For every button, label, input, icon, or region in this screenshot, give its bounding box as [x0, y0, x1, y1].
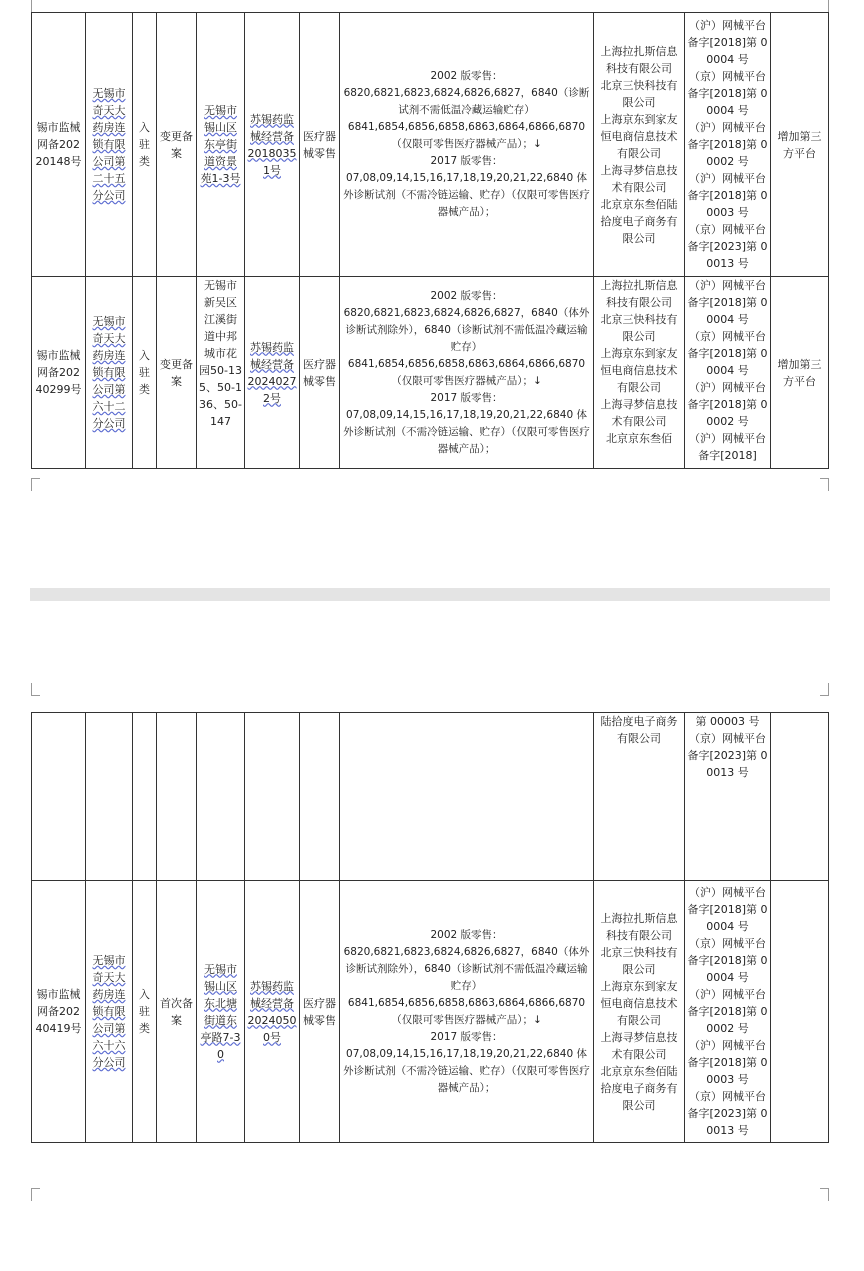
record-no-cell: 锡市监械网备20220148号: [32, 13, 86, 277]
record-no-cell: [32, 713, 86, 881]
company-cell: [86, 713, 133, 881]
record-no-cell: 锡市监械网备20240419号: [32, 881, 86, 1143]
page-corner-mark: [31, 1188, 40, 1201]
note-cell: 增加第三方平台: [771, 13, 829, 277]
platform-nos-cell: （沪）网械平台备字[2018]第 00004 号 （京）网械平台备字[2018]第 00004 号 （沪）网械平台备字[2018]第 00002 号 （沪）网械平台备字[2018]: [685, 277, 771, 469]
document-page-2: [0, 601, 864, 1271]
table-row: [32, 13, 829, 277]
platforms-cell: 上海拉扎斯信息科技有限公司 北京三快科技有限公司 上海京东到家友恒电商信息技术有限公司 上海寻梦信息技术有限公司 北京京东叁佰陆拾度电子商务有限公司: [594, 881, 685, 1143]
document-page-1: [0, 0, 864, 588]
mode-cell: 医疗器械零售: [300, 13, 340, 277]
address-cell: 无锡市锡山区东北塘街道东亭路7-30: [197, 881, 245, 1143]
type-cell: 入驻类: [133, 881, 157, 1143]
scope-cell: [340, 713, 594, 881]
table-row: [32, 713, 829, 881]
note-cell: 增加第三方平台: [771, 277, 829, 469]
page-corner-mark: [820, 683, 829, 696]
type-cell: 入驻类: [133, 13, 157, 277]
platform-nos-cell: （沪）网械平台备字[2018]第 00004 号 （京）网械平台备字[2018]第 00004 号 （沪）网械平台备字[2018]第 00002 号 （沪）网械平台备字[2018]第 00003 号 （京）网械平台备字[2023]第 00013 号: [685, 13, 771, 277]
company-cell: 无锡市奇天大药房连锁有限公司第六十六分公司: [86, 881, 133, 1143]
scope-cell: 2002 版零售： 6820,6821,6823,6824,6826,6827，6840（体外诊断试剂除外），6840（诊断试剂不需低温冷藏运输贮存） 6841,6854,6856,6858,6863,6864,6866,6870（仅限可零售医疗器械产品）；↓ 2017 版零售： 07,08,09,14,15,16,17,18,19,20,21,22,6840 体外诊断试剂（不需冷链运输、贮存）（仅限可零售医疗器械产品）；: [340, 277, 594, 469]
scope-cell: 2002 版零售： 6820,6821,6823,6824,6826,6827，6840（诊断试剂不需低温冷藏运输贮存） 6841,6854,6856,6858,6863,6864,6866,6870（仅限可零售医疗器械产品）；↓ 2017 版零售： 07,08,09,14,15,16,17,18,19,20,21,22,6840 体外诊断试剂（不需冷链运输、贮存）（仅限可零售医疗器械产品）；: [340, 13, 594, 277]
page-corner-mark: [31, 683, 40, 696]
mode-cell: [300, 713, 340, 881]
platforms-cell: 上海拉扎斯信息科技有限公司 北京三快科技有限公司 上海京东到家友恒电商信息技术有限公司 上海寻梦信息技术有限公司 北京京东叁佰陆拾度电子商务有限公司: [594, 13, 685, 277]
filing-table-page-2: [31, 712, 829, 1143]
page-corner-mark: [820, 1188, 829, 1201]
filing-type-cell: 变更备案: [157, 13, 197, 277]
filing-type-cell: [157, 713, 197, 881]
page-corner-mark: [820, 0, 829, 12]
license-cell: 苏锡药监械经营备20180351号: [245, 13, 300, 277]
platform-nos-cell: 第 00003 号 （京）网械平台备字[2023]第 00013 号: [685, 713, 771, 881]
license-cell: 苏锡药监械经营备20240272号: [245, 277, 300, 469]
filing-type-cell: 变更备案: [157, 277, 197, 469]
license-cell: 苏锡药监械经营备20240500号: [245, 881, 300, 1143]
company-cell: 无锡市奇天大药房连锁有限公司第二十五分公司: [86, 13, 133, 277]
filing-type-cell: 首次备案: [157, 881, 197, 1143]
page-separator: [30, 588, 830, 601]
company-cell: 无锡市奇天大药房连锁有限公司第六十二分公司: [86, 277, 133, 469]
filing-table-page-1: [31, 12, 829, 469]
scope-cell: 2002 版零售： 6820,6821,6823,6824,6826,6827，6840（体外诊断试剂除外），6840（诊断试剂不需低温冷藏运输贮存） 6841,6854,6856,6858,6863,6864,6866,6870（仅限可零售医疗器械产品）；↓ 2017 版零售： 07,08,09,14,15,16,17,18,19,20,21,22,6840 体外诊断试剂（不需冷链运输、贮存）（仅限可零售医疗器械产品）；: [340, 881, 594, 1143]
platforms-cell: 陆拾度电子商务有限公司: [594, 713, 685, 881]
platform-nos-cell: （沪）网械平台备字[2018]第 00004 号 （京）网械平台备字[2018]第 00004 号 （沪）网械平台备字[2018]第 00002 号 （沪）网械平台备字[2018]第 00003 号 （京）网械平台备字[2023]第 00013 号: [685, 881, 771, 1143]
note-cell: [771, 881, 829, 1143]
type-cell: 入驻类: [133, 277, 157, 469]
table-row: [32, 881, 829, 1143]
page-corner-mark: [31, 478, 40, 491]
mode-cell: 医疗器械零售: [300, 277, 340, 469]
mode-cell: 医疗器械零售: [300, 881, 340, 1143]
page-corner-mark: [31, 0, 40, 12]
type-cell: [133, 713, 157, 881]
platforms-cell: 上海拉扎斯信息科技有限公司 北京三快科技有限公司 上海京东到家友恒电商信息技术有限公司 上海寻梦信息技术有限公司 北京京东叁佰: [594, 277, 685, 469]
address-cell: 无锡市新吴区江溪街道中邦城市花园50-135、50-136、50-147: [197, 277, 245, 469]
table-row: [32, 277, 829, 469]
license-cell: [245, 713, 300, 881]
note-cell: [771, 713, 829, 881]
address-cell: [197, 713, 245, 881]
record-no-cell: 锡市监械网备20240299号: [32, 277, 86, 469]
address-cell: 无锡市锡山区东亭街道资景苑1-3号: [197, 13, 245, 277]
page-corner-mark: [820, 478, 829, 491]
